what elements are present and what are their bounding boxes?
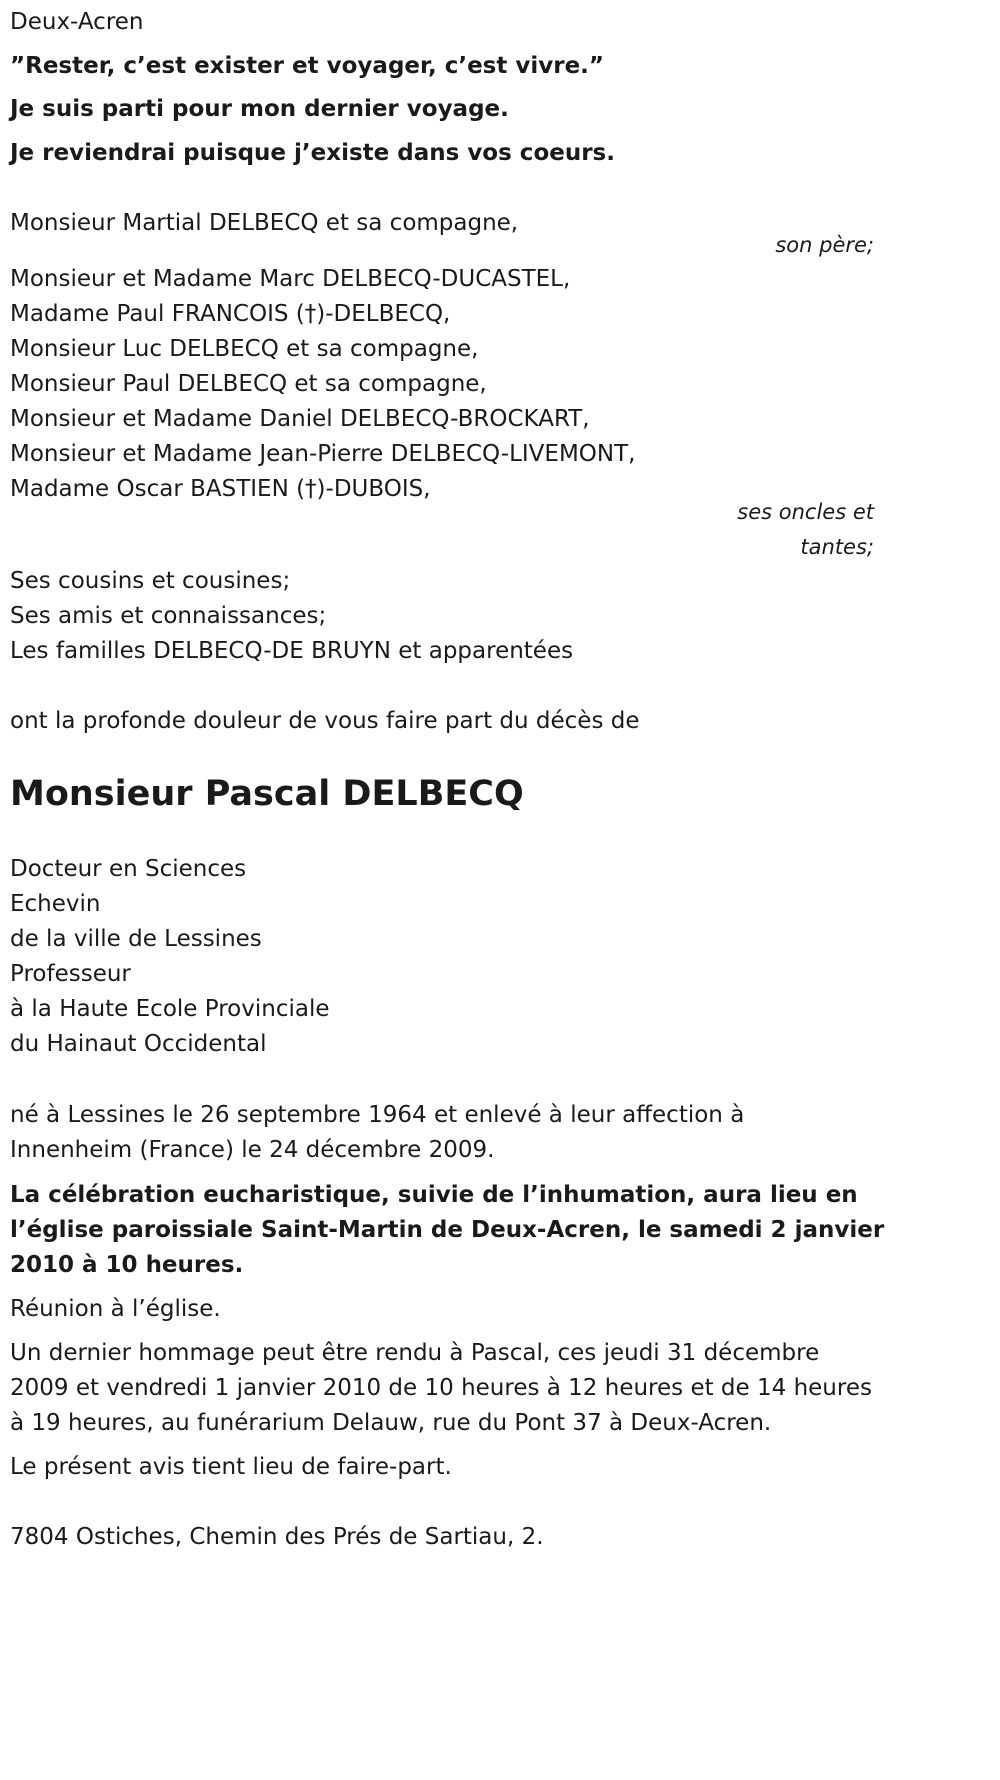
title-line-2: Echevin [10, 891, 101, 917]
uncle-aunt-6: Monsieur et Madame Jean-Pierre DELBECQ-LIVEMONT, [10, 441, 636, 467]
uncle-aunt-7: Madame Oscar BASTIEN (†)-DUBOIS, [10, 476, 431, 502]
homage-line-1: Un dernier hommage peut être rendu à Pascal, ces jeudi 31 décembre [10, 1340, 820, 1366]
ceremony-line-2: l’église paroissiale Saint-Martin de Deux-Acren, le samedi 2 janvier [10, 1217, 885, 1243]
uncle-aunt-5: Monsieur et Madame Daniel DELBECQ-BROCKART, [10, 406, 590, 432]
deceased-name: Monsieur Pascal DELBECQ [10, 774, 524, 814]
address: 7804 Ostiches, Chemin des Prés de Sartiau, 2. [10, 1524, 544, 1550]
quote-line-1: ”Rester, c’est exister et voyager, c’est vivre.” [10, 53, 605, 79]
title-line-5: à la Haute Ecole Provinciale [10, 996, 330, 1022]
father-name: Monsieur Martial DELBECQ et sa compagne, [10, 210, 519, 236]
quote-line-2: Je suis parti pour mon dernier voyage. [10, 96, 509, 122]
uncles-relation-line-2: tantes; [800, 535, 874, 559]
ceremony-line-1: La célébration eucharistique, suivie de l’inhumation, aura lieu en [10, 1182, 858, 1208]
notice: Le présent avis tient lieu de faire-part. [10, 1454, 452, 1480]
birth-death-line-2: Innenheim (France) le 24 décembre 2009. [10, 1137, 495, 1163]
uncle-aunt-4: Monsieur Paul DELBECQ et sa compagne, [10, 371, 487, 397]
location: Deux-Acren [10, 9, 144, 35]
announcement: ont la profonde douleur de vous faire part du décès de [10, 708, 640, 734]
title-line-3: de la ville de Lessines [10, 926, 262, 952]
title-line-6: du Hainaut Occidental [10, 1031, 267, 1057]
father-relation: son père; [775, 233, 874, 257]
quote-line-3: Je reviendrai puisque j’existe dans vos coeurs. [10, 140, 615, 166]
meeting-note: Réunion à l’église. [10, 1296, 221, 1322]
uncle-aunt-3: Monsieur Luc DELBECQ et sa compagne, [10, 336, 479, 362]
others-friends: Ses amis et connaissances; [10, 603, 327, 629]
uncles-relation-line-1: ses oncles et [737, 500, 874, 524]
others-families: Les familles DELBECQ-DE BRUYN et apparentées [10, 638, 574, 664]
uncle-aunt-2: Madame Paul FRANCOIS (†)-DELBECQ, [10, 301, 451, 327]
birth-death-line-1: né à Lessines le 26 septembre 1964 et enlevé à leur affection à [10, 1102, 745, 1128]
ceremony-line-3: 2010 à 10 heures. [10, 1252, 244, 1278]
homage-line-2: 2009 et vendredi 1 janvier 2010 de 10 heures à 12 heures et de 14 heures [10, 1375, 872, 1401]
homage-line-3: à 19 heures, au funérarium Delauw, rue du Pont 37 à Deux-Acren. [10, 1410, 772, 1436]
title-line-1: Docteur en Sciences [10, 856, 247, 882]
uncle-aunt-1: Monsieur et Madame Marc DELBECQ-DUCASTEL, [10, 266, 571, 292]
others-cousins: Ses cousins et cousines; [10, 568, 291, 594]
title-line-4: Professeur [10, 961, 131, 987]
